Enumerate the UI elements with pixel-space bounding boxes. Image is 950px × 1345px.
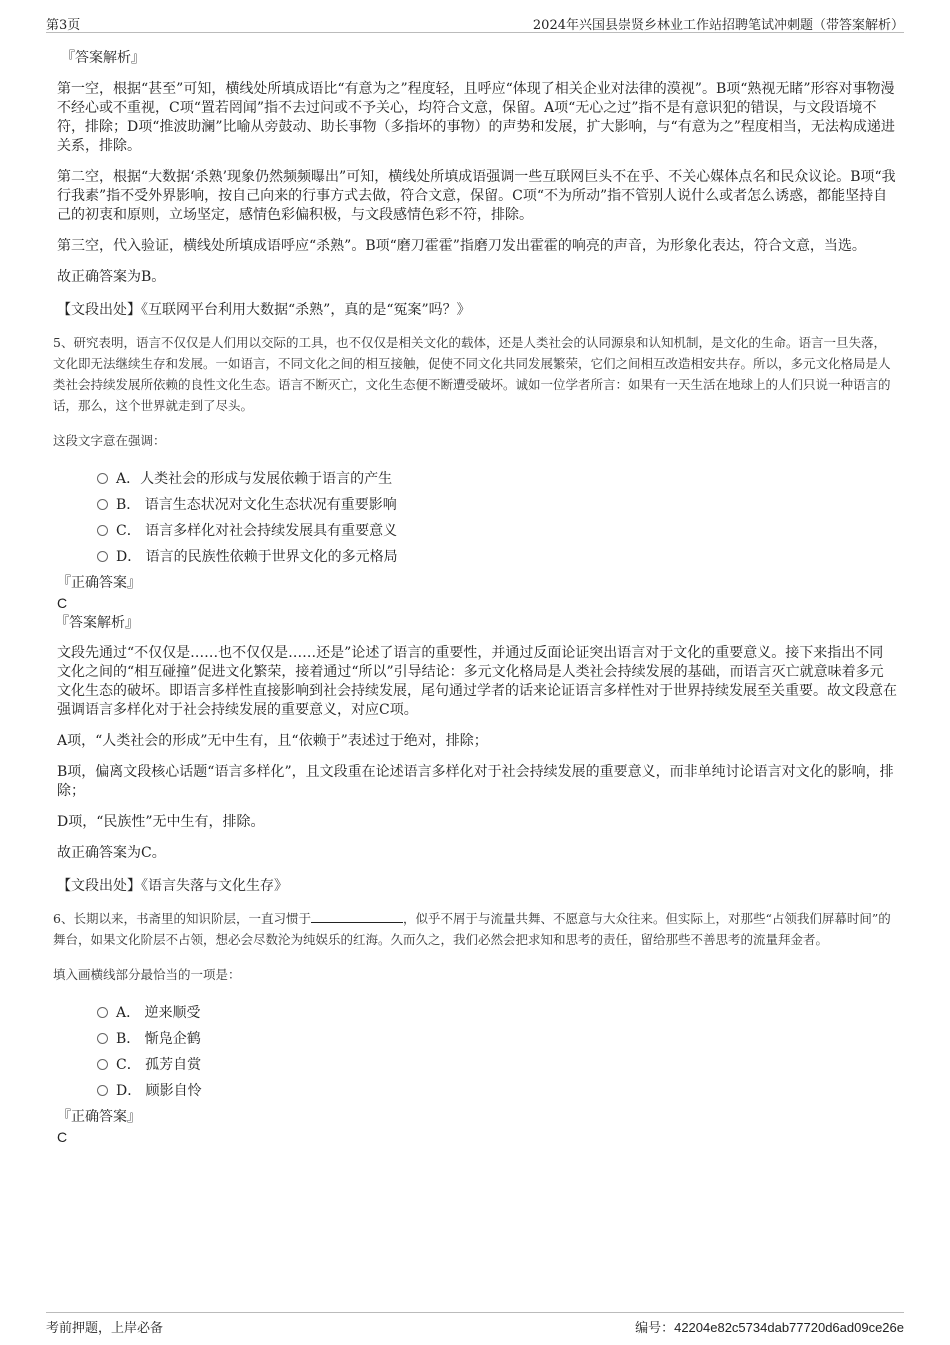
option-b[interactable] — [97, 1029, 897, 1049]
radio-icon[interactable] — [97, 499, 108, 510]
option-d-label: D． 顾影自怜 — [116, 1083, 202, 1099]
analysis-conclusion: 故正确答案为B。 — [57, 269, 166, 285]
analysis-paragraph-1: 第一空，根据“甚至”可知，横线处所填成语比“有意为之”程度轻，且呼应“体现了相关企业对法律的漠视”。B项“熟视无睹”形容对事物漫不经心或不重视，C项“置若罔闻”指不去过问或不予关心，均符合文意，保留。A项“无心之过”指不是有意识犯的错误，与文段语境不符，排除；D项“推波助澜”比喻从旁鼓动、助长事物（多指坏的事物）的声势和发展，扩大影响，与“有意为之”程度相当，无法构成递进关系，排除。 — [57, 81, 895, 154]
question-5-stem: 5、研究表明，语言不仅仅是人们用以交际的工具，也不仅仅是相关文化的载体，还是人类社会的认同源泉和认知机制，是文化的生命。语言一旦失落，文化即无法继续生存和发展。一如语言，不同文化之间的相互接触，促使不同文化共同发展繁荣，它们之间相互改造相安共存。所以，多元文化格局是人类社会持续发展所依赖的良性文化生态。语言不断灭亡，文化生态便不断遭受破坏。诚如一位学者所言：如果有一天生活在地球上的人们只说一种语言的话，那么，这个世界就走到了尽头。 — [53, 335, 891, 413]
analysis-label: 『答案解析』 — [61, 50, 145, 66]
option-a-label: A． 逆来顺受 — [116, 1005, 201, 1021]
question-6-stem — [53, 908, 897, 950]
option-d-label: D． 语言的民族性依赖于世界文化的多元格局 — [116, 549, 398, 565]
option-c[interactable] — [97, 521, 897, 541]
document-title: 2024年兴国县崇贤乡林业工作站招聘笔试冲刺题（带答案解析） — [532, 18, 904, 33]
fill-blank — [311, 909, 403, 923]
analysis-paragraph-3: B项，偏离文段核心话题“语言多样化”，且文段重在论述语言多样化对于社会持续发展的重要意义，而非单纯讨论语言对文化的影响，排除； — [57, 764, 894, 799]
question-6-stem-start: 6、长期以来，书斋里的知识阶层，一直习惯于 — [53, 911, 311, 926]
footer-slogan: 考前押题，上岸必备 — [46, 1321, 164, 1336]
radio-icon[interactable] — [97, 1033, 108, 1044]
answer-value: C — [57, 595, 68, 611]
document-id: 编号：42204e82c5734dab77720d6ad09ce26e — [635, 1320, 904, 1335]
radio-icon[interactable] — [97, 1085, 108, 1096]
option-b[interactable] — [97, 495, 897, 515]
option-c[interactable] — [97, 1055, 897, 1075]
analysis-paragraph-2: 第二空，根据“大数据‘杀熟’现象仍然频频曝出”可知，横线处所填成语强调一些互联网巨头不在乎、不关心媒体点名和民众议论。B项“我行我素”指不受外界影响，按自己向来的行事方式去做，符合文意，保留。C项“不为所动”指不管别人说什么或者怎么诱惑，都能坚持自己的初衷和原则，立场坚定，感情色彩偏积极，与文段感情色彩不符，排除。 — [57, 169, 896, 223]
page-header — [46, 12, 904, 33]
page-footer — [46, 1312, 904, 1336]
option-a[interactable] — [97, 469, 897, 489]
option-c-label: C． 语言多样化对社会持续发展具有重要意义 — [116, 523, 398, 539]
question-6-prompt: 填入画横线部分最恰当的一项是： — [53, 967, 241, 982]
radio-icon[interactable] — [97, 1059, 108, 1070]
option-a-label: A．人类社会的形成与发展依赖于语言的产生 — [116, 471, 393, 487]
analysis-paragraph-4: D项，“民族性”无中生有，排除。 — [57, 814, 265, 830]
option-d[interactable] — [97, 1081, 897, 1101]
question-5-prompt: 这段文字意在强调： — [53, 433, 166, 448]
radio-icon[interactable] — [97, 473, 108, 484]
answer-label: 『正确答案』 — [57, 575, 141, 591]
question-6-stem-end: ，似乎不屑于与流量共舞、不愿意与大众往来。但实际上，对那些“占领我们屏幕时间”的舞台，如果文化阶层不占领，想必会尽数沦为纯娱乐的红海。久而久之，我们必然会把求知和思考的责任，留给那些不善思考的流量拜金者。 — [53, 911, 891, 947]
page-content — [53, 48, 897, 1147]
option-c-label: C． 孤芳自赏 — [116, 1057, 202, 1073]
answer-value: C — [57, 1129, 68, 1145]
source-citation: 【文段出处】《互联网平台利用大数据“杀熟”，真的是“冤案”吗？》 — [57, 302, 471, 318]
radio-icon[interactable] — [97, 551, 108, 562]
analysis-paragraph-3: 第三空，代入验证，横线处所填成语呼应“杀熟”。B项“磨刀霍霍”指磨刀发出霍霍的响亮的声音，为形象化表达，符合文意，当选。 — [57, 238, 866, 254]
option-a[interactable] — [97, 1003, 897, 1023]
answer-label: 『正确答案』 — [57, 1109, 141, 1125]
analysis-conclusion: 故正确答案为C。 — [57, 845, 166, 861]
analysis-paragraph-1: 文段先通过“不仅仅是……也不仅仅是……还是”论述了语言的重要性，并通过反面论证突出语言对于文化的重要意义。接下来指出不同文化之间的“相互碰撞”促进文化繁荣，接着通过“所以”引导结论：多元文化格局是人类社会持续发展的基础，而语言灭亡就意味着多元文化生态的破坏。即语言多样性直接影响到社会持续发展，尾句通过学者的话来论证语言多样性对于世界持续发展至关重要。故文段意在强调语言多样化对于社会持续发展的重要意义，对应C项。 — [57, 645, 897, 718]
radio-icon[interactable] — [97, 1007, 108, 1018]
option-b-label: B． 惭凫企鹤 — [116, 1031, 201, 1047]
radio-icon[interactable] — [97, 525, 108, 536]
analysis-paragraph-2: A项，“人类社会的形成”无中生有，且“依赖于”表述过于绝对，排除； — [57, 733, 488, 749]
page-number: 第3页 — [46, 18, 81, 33]
analysis-label: 『答案解析』 — [55, 615, 139, 631]
option-d[interactable] — [97, 547, 897, 567]
option-b-label: B． 语言生态状况对文化生态状况有重要影响 — [116, 497, 397, 513]
source-citation: 【文段出处】《语言失落与文化生存》 — [57, 878, 288, 894]
